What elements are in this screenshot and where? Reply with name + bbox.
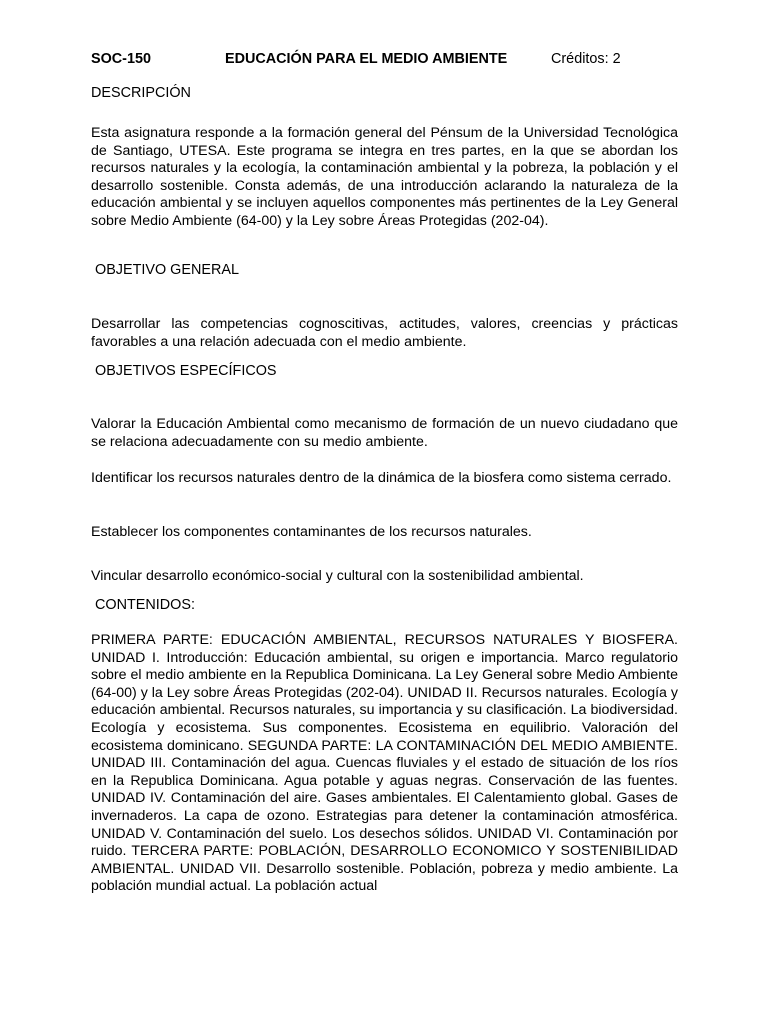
contenidos-heading: CONTENIDOS: <box>95 597 195 613</box>
descripcion-text: Esta asignatura responde a la formación general del Pénsum de la Universidad Tecnológica de Santiago, UTESA. Este programa se integra en tres partes, en la que se abordan los recursos naturales y la ecología, la contaminación ambiental y la pobreza, la población y el desarrollo sostenible. Consta además, de una introducción aclarando la naturaleza de la educación ambiental y se incluyen aquellos componentes más pertinentes de la Ley General sobre Medio Ambiente (64-00) y la Ley sobre Áreas Protegidas (202-04). <box>91 125 678 229</box>
contenidos-text: PRIMERA PARTE: EDUCACIÓN AMBIENTAL, RECURSOS NATURALES Y BIOSFERA. UNIDAD I. Introducción: Educación ambiental, su origen e importancia. Marco regulatorio sobre el medio ambiente en la Republica Dominicana. La Ley General sobre Medio Ambiente (64-00) y la Ley sobre Áreas Protegidas (202-04). UNIDAD II. Recursos naturales. Ecología y educación ambiental. Recursos naturales, su importancia y su clasificación. La biodiversidad. Ecología y ecosistema. Sus componentes. Ecosistema en equilibrio. Valoración del ecosistema dominicano. SEGUNDA PARTE: LA CONTAMINACIÓN DEL MEDIO AMBIENTE. UNIDAD III. Contaminación del agua. Cuencas fluviales y el estado de situación de los ríos en la Republica Dominicana. Agua potable y aguas negras. Conservación de las fuentes. UNIDAD IV. Contaminación del aire. Gases ambientales. El Calentamiento global. Gases de invernaderos. La capa de ozono. Estrategias para detener la contaminación atmosférica. UNIDAD V. Contaminación del suelo. Los desechos sólidos. UNIDAD VI. Contaminación por ruido. TERCERA PARTE: POBLACIÓN, DESARROLLO ECONOMICO Y SOSTENIBILIDAD AMBIENTAL. UNIDAD VII. Desarrollo sostenible. Población, pobreza y medio ambiente. La población mundial actual. La población actual <box>91 632 678 895</box>
descripcion-heading: DESCRIPCIÓN <box>91 85 191 101</box>
course-title: EDUCACIÓN PARA EL MEDIO AMBIENTE <box>225 51 508 67</box>
course-header <box>91 51 691 71</box>
objetivo-especifico-item: Vincular desarrollo económico-social y cultural con la sostenibilidad ambiental. <box>91 568 584 584</box>
objetivo-especifico-item: Identificar los recursos naturales dentro de la dinámica de la biosfera como sistema cerrado. <box>91 470 672 486</box>
course-credits: Créditos: 2 <box>551 51 621 67</box>
objetivos-especificos-heading: OBJETIVOS ESPECÍFICOS <box>95 363 277 379</box>
course-code: SOC-150 <box>91 51 151 67</box>
objetivo-especifico-item: Establecer los componentes contaminantes de los recursos naturales. <box>91 524 532 540</box>
objetivo-especifico-item: Valorar la Educación Ambiental como mecanismo de formación de un nuevo ciudadano que se relaciona adecuadamente con su medio ambiente. <box>91 416 678 450</box>
objetivo-general-text: Desarrollar las competencias cognoscitivas, actitudes, valores, creencias y prácticas favorables a una relación adecuada con el medio ambiente. <box>91 316 678 350</box>
objetivo-general-heading: OBJETIVO GENERAL <box>95 262 239 278</box>
